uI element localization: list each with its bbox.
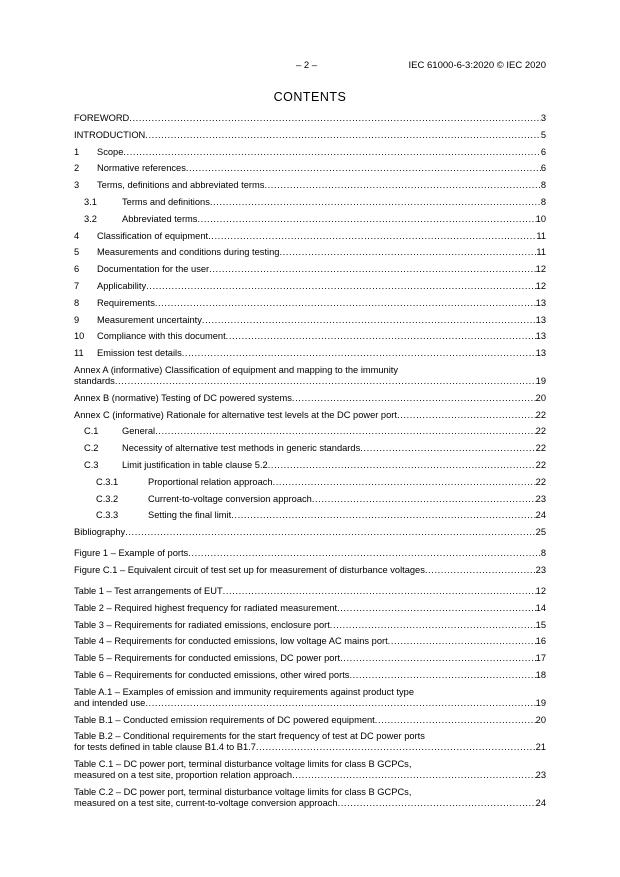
toc-entry[interactable] — [74, 620, 546, 631]
toc-entry[interactable] — [74, 197, 546, 208]
dot-leader — [312, 494, 536, 505]
toc-entry-page: 15 — [535, 619, 546, 630]
dot-leader — [186, 163, 541, 174]
toc-entry-page: 22 — [535, 409, 546, 420]
toc-entry-number: 3.2 — [84, 213, 97, 224]
toc-entry-page: 24 — [535, 510, 546, 521]
toc-entry-page: 12 — [535, 585, 546, 596]
toc-entry-title: Table B.2 – Conditional requirements for the start frequency of test at DC power ports — [74, 731, 425, 742]
dot-leader — [209, 264, 536, 275]
toc-entry-title: Terms, definitions and abbreviated terms — [97, 180, 265, 191]
toc-entry-page: 19 — [535, 697, 546, 708]
toc-entry-title: Table B.1 – Conducted emission requirements of DC powered equipment — [74, 714, 375, 725]
page-number: – 2 – — [296, 60, 318, 71]
dot-leader — [115, 376, 536, 387]
toc-entry-title: Table 4 – Requirements for conducted emissions, low voltage AC mains port — [74, 636, 388, 647]
toc-entry[interactable] — [74, 315, 546, 326]
toc-entry-title-continued: for tests defined in table clause B1.4 to B1.7 — [74, 742, 256, 753]
toc-entry[interactable] — [74, 130, 546, 141]
toc-entry-number: C.2 — [84, 443, 99, 454]
toc-entry-title: Limit justification in table clause 5.2 — [122, 459, 268, 470]
toc-entry[interactable] — [74, 264, 546, 275]
toc-entry-page: 3 — [540, 113, 546, 123]
dot-leader — [292, 770, 536, 781]
toc-entry-page: 11 — [536, 247, 546, 258]
toc-entry[interactable] — [74, 281, 546, 292]
dot-leader — [145, 698, 535, 709]
toc-entry-page: 22 — [535, 476, 546, 487]
dot-leader — [210, 197, 541, 208]
toc-entry-page: 13 — [535, 348, 546, 359]
dot-leader — [146, 281, 536, 292]
toc-entry-page: 8 — [540, 196, 546, 207]
toc-entry[interactable] — [74, 653, 546, 664]
toc-entry-title: Table 6 – Requirements for conducted emissions, other wired ports — [74, 669, 350, 680]
toc-entry[interactable] — [74, 426, 546, 437]
toc-entry-number: 10 — [74, 331, 85, 342]
dot-leader — [155, 426, 536, 437]
dot-leader — [330, 620, 536, 631]
dot-leader — [375, 715, 536, 726]
toc-entry[interactable] — [74, 180, 546, 191]
toc-entry-page: 22 — [535, 426, 546, 437]
toc-entry-page: 18 — [535, 669, 546, 680]
table-of-contents — [74, 113, 546, 815]
dot-leader — [397, 410, 536, 421]
toc-entry-title: General — [122, 426, 156, 437]
dot-leader — [123, 147, 540, 158]
toc-entry-title: Measurement uncertainty — [97, 314, 202, 325]
toc-entry-title: Classification of equipment — [97, 230, 209, 241]
toc-entry[interactable] — [74, 510, 546, 521]
toc-entry[interactable] — [74, 443, 546, 454]
toc-entry[interactable] — [74, 410, 546, 421]
toc-entry-number: 4 — [74, 230, 80, 241]
toc-entry-number: 3 — [74, 180, 80, 191]
toc-entry[interactable] — [74, 715, 546, 726]
toc-entry-page: 24 — [535, 797, 546, 808]
toc-entry[interactable] — [74, 231, 546, 242]
toc-entry[interactable] — [74, 298, 546, 309]
toc-entry[interactable] — [74, 548, 546, 559]
toc-entry[interactable] — [74, 477, 546, 488]
toc-entry-title: Compliance with this document — [97, 331, 226, 342]
toc-entry[interactable] — [74, 113, 546, 124]
toc-entry[interactable] — [74, 460, 546, 471]
toc-entry[interactable] — [74, 348, 546, 359]
toc-entry-number: C.3.3 — [96, 510, 119, 521]
toc-entry[interactable] — [74, 331, 546, 342]
toc-entry-number: 1 — [74, 146, 80, 157]
toc-entry-title: Table 5 – Requirements for conducted emissions, DC power port — [74, 653, 341, 664]
toc-entry-page: 8 — [540, 180, 546, 191]
toc-entry-title: Setting the final limit — [148, 510, 232, 521]
toc-entry-page: 21 — [535, 742, 546, 753]
toc-entry-title: Annex B (normative) Testing of DC powered systems — [74, 392, 292, 403]
toc-entry-number: 11 — [74, 348, 84, 359]
toc-entry-title: Table 3 – Requirements for radiated emissions, enclosure port — [74, 619, 330, 630]
toc-entry-title: Documentation for the user — [97, 264, 210, 275]
dot-leader — [226, 331, 536, 342]
toc-entry[interactable] — [74, 565, 546, 576]
toc-entry-title: Terms and definitions — [122, 196, 210, 207]
toc-entry-number: 7 — [74, 280, 80, 291]
toc-entry[interactable] — [74, 670, 546, 681]
toc-entry-page: 23 — [535, 770, 546, 781]
toc-entry-title: Bibliography — [74, 527, 126, 538]
toc-entry-title: Table C.2 – DC power port, terminal disturbance voltage limits for class B GCPCs, — [74, 786, 412, 797]
toc-entry[interactable] — [74, 603, 546, 614]
toc-entry-title: Scope — [97, 146, 124, 157]
toc-entry-title: Proportional relation approach — [148, 476, 273, 487]
dot-leader — [188, 548, 541, 559]
document-reference: IEC 61000-6-3:2020 © IEC 2020 — [408, 60, 546, 71]
toc-entry[interactable] — [74, 586, 546, 597]
contents-title: CONTENTS — [273, 90, 347, 104]
toc-entry-page: 22 — [535, 459, 546, 470]
toc-entry-number: C.3.2 — [96, 493, 119, 504]
dot-leader — [155, 298, 536, 309]
toc-entry-title-continued: standards — [74, 375, 115, 386]
toc-entry[interactable] — [74, 365, 546, 387]
toc-entry-number: C.3.1 — [96, 476, 119, 487]
toc-entry-page: 20 — [535, 714, 546, 725]
toc-entry-title: Table C.1 – DC power port, terminal disturbance voltage limits for class B GCPCs, — [74, 759, 412, 770]
toc-entry[interactable] — [74, 247, 546, 258]
toc-entry-title-continued: measured on a test site, current-to-voltage conversion approach — [74, 797, 338, 808]
toc-entry-page: 25 — [535, 527, 546, 538]
toc-entry-page: 11 — [536, 230, 546, 241]
dot-leader — [208, 231, 536, 242]
toc-entry-title: Emission test details — [97, 348, 182, 359]
dot-leader — [425, 565, 536, 576]
dot-leader — [256, 742, 536, 753]
toc-entry[interactable] — [74, 527, 546, 538]
toc-entry-title: Measurements and conditions during testing — [97, 247, 280, 258]
toc-entry-number: C.3 — [84, 459, 99, 470]
toc-entry-title-continued: and intended use — [74, 697, 146, 708]
dot-leader — [145, 130, 541, 141]
dot-leader — [360, 443, 535, 454]
toc-entry-title: Table 2 – Required highest frequency for radiated measurement — [74, 602, 338, 613]
toc-entry-title: Table A.1 – Examples of emission and immunity requirements against product type — [74, 686, 415, 697]
toc-entry-page: 17 — [535, 653, 546, 664]
toc-entry-title: Normative references — [97, 163, 186, 174]
dot-leader — [388, 636, 536, 647]
dot-leader — [197, 214, 535, 225]
dot-leader — [125, 527, 535, 538]
toc-entry-page: 14 — [535, 602, 546, 613]
dot-leader — [182, 348, 536, 359]
toc-entry-page: 13 — [535, 297, 546, 308]
dot-leader — [129, 113, 541, 124]
toc-entry[interactable] — [74, 214, 546, 225]
toc-entry-title: Current-to-voltage conversion approach — [148, 493, 312, 504]
toc-entry-page: 6 — [540, 163, 546, 174]
toc-entry-title: Table 1 – Test arrangements of EUT — [74, 585, 223, 596]
toc-entry-title: Abbreviated terms — [122, 213, 198, 224]
dot-leader — [268, 460, 536, 471]
toc-entry[interactable] — [74, 636, 546, 647]
toc-entry-title: Applicability — [97, 280, 147, 291]
toc-entry-page: 20 — [535, 392, 546, 403]
toc-entry[interactable] — [74, 759, 546, 781]
toc-entry[interactable] — [74, 163, 546, 174]
toc-entry-page: 23 — [535, 493, 546, 504]
toc-entry-page: 22 — [535, 443, 546, 454]
toc-entry-title: Figure 1 – Example of ports — [74, 548, 189, 559]
toc-entry-page: 8 — [540, 548, 546, 559]
toc-entry-page: 16 — [535, 636, 546, 647]
dot-leader — [202, 315, 536, 326]
toc-entry-number: 8 — [74, 297, 80, 308]
toc-entry-number: 5 — [74, 247, 80, 258]
toc-entry-number: 2 — [74, 163, 80, 174]
dot-leader — [279, 247, 536, 258]
toc-entry-number: 3.1 — [84, 196, 97, 207]
dot-leader — [337, 603, 536, 614]
toc-entry-page: 13 — [535, 331, 546, 342]
page-header — [0, 60, 620, 74]
dot-leader — [223, 586, 536, 597]
toc-entry[interactable] — [74, 147, 546, 158]
toc-entry-number: C.1 — [84, 426, 99, 437]
toc-entry-page: 6 — [540, 146, 546, 157]
toc-entry[interactable] — [74, 787, 546, 809]
toc-entry-page: 10 — [535, 213, 546, 224]
toc-entry-page: 5 — [540, 129, 546, 140]
toc-entry-page: 23 — [535, 564, 546, 575]
toc-entry-title: Necessity of alternative test methods in generic standards — [122, 443, 361, 454]
toc-entry-title: INTRODUCTION — [74, 129, 146, 140]
toc-entry[interactable] — [74, 687, 546, 709]
toc-entry-number: 6 — [74, 264, 80, 275]
toc-entry-title: Annex C (informative) Rationale for alternative test levels at the DC power port — [74, 409, 397, 420]
toc-entry-page: 12 — [535, 264, 546, 275]
toc-entry[interactable] — [74, 494, 546, 505]
dot-leader — [292, 393, 536, 404]
toc-entry-page: 13 — [535, 314, 546, 325]
dot-leader — [273, 477, 536, 488]
toc-entry-page: 19 — [535, 375, 546, 386]
toc-entry[interactable] — [74, 393, 546, 404]
dot-leader — [349, 670, 535, 681]
dot-leader — [231, 510, 535, 521]
toc-entry-page: 12 — [535, 280, 546, 291]
toc-entry-number: 9 — [74, 314, 80, 325]
toc-entry-title-continued: measured on a test site, proportion relation approach — [74, 770, 293, 781]
dot-leader — [338, 798, 536, 809]
toc-entry-title: Requirements — [97, 297, 155, 308]
toc-entry-title: FOREWORD — [74, 113, 130, 123]
dot-leader — [264, 180, 540, 191]
toc-entry-title: Annex A (informative) Classification of equipment and mapping to the immunity — [74, 364, 399, 375]
dot-leader — [340, 653, 536, 664]
toc-entry[interactable] — [74, 731, 546, 753]
toc-entry-title: Figure C.1 – Equivalent circuit of test set up for measurement of disturbance voltages — [74, 564, 425, 575]
